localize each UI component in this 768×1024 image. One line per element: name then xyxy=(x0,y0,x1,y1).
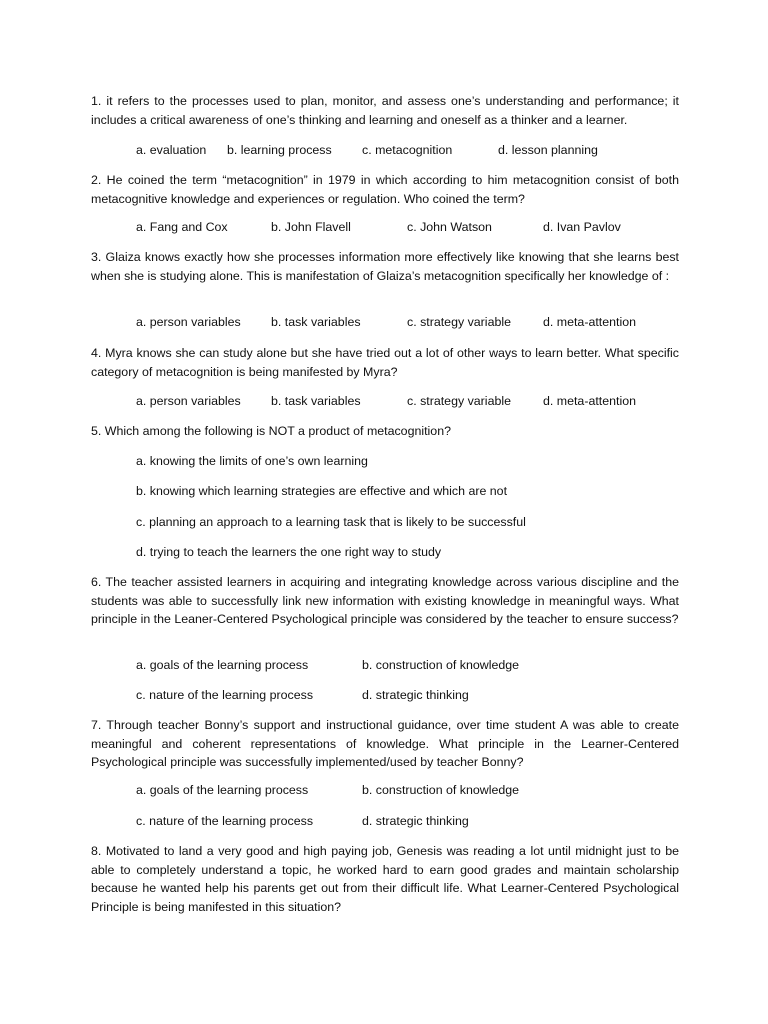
question-3: 3. Glaiza knows exactly how she processes information more effectively like knowing that she learns best when she is studying alone. This is manifestation of Glaiza’s metacognition specifically her knowledge of : xyxy=(91,250,679,283)
question-6: 6. The teacher assisted learners in acquiring and integrating knowledge across various discipline and the students was able to successfully link new information with existing knowledge in meaningful ways. What principle in the Leaner-Centered Psychological principle was considered by the teacher to ensure success? xyxy=(91,575,679,626)
q4-option-d: d. meta-attention xyxy=(543,394,636,408)
q5-option-a: a. knowing the limits of one’s own learning xyxy=(136,454,368,468)
question-7: 7. Through teacher Bonny’s support and instructional guidance, over time student A was able to create meaningful and coherent representations of knowledge. What principle in the Learner-Centered Psychological principle was successfully implemented/used by teacher Bonny? xyxy=(91,718,679,769)
q2-option-c: c. John Watson xyxy=(407,220,492,234)
q6-option-d: d. strategic thinking xyxy=(362,688,469,702)
q6-option-b: b. construction of knowledge xyxy=(362,658,520,672)
q1-option-c: c. metacognition xyxy=(362,143,453,157)
q2-option-b: b. John Flavell xyxy=(271,220,351,234)
q4-option-b: b. task variables xyxy=(271,394,361,408)
q7-option-a: a. goals of the learning process xyxy=(136,783,309,797)
q2-option-a: a. Fang and Cox xyxy=(136,220,228,234)
question-4: 4. Myra knows she can study alone but she have tried out a lot of other ways to learn better. What specific category of metacognition is being manifested by Myra? xyxy=(91,346,679,379)
q1-option-a: a. evaluation xyxy=(136,143,207,157)
q3-option-d: d. meta-attention xyxy=(543,315,636,329)
q6-option-c: c. nature of the learning process xyxy=(136,688,314,702)
q5-option-d: d. trying to teach the learners the one right way to study xyxy=(136,545,442,559)
q1-option-b: b. learning process xyxy=(227,143,332,157)
question-1: 1. it refers to the processes used to plan, monitor, and assess one’s understanding and performance; it includes a critical awareness of one’s thinking and learning and oneself as a thinker and a learner. xyxy=(91,94,679,127)
question-5: 5. Which among the following is NOT a product of metacognition? xyxy=(91,424,451,438)
q7-option-c: c. nature of the learning process xyxy=(136,814,314,828)
q2-option-d: d. Ivan Pavlov xyxy=(543,220,621,234)
q4-option-a: a. person variables xyxy=(136,394,241,408)
q5-option-c: c. planning an approach to a learning task that is likely to be successful xyxy=(136,515,526,529)
q6-option-a: a. goals of the learning process xyxy=(136,658,309,672)
q4-option-c: c. strategy variable xyxy=(407,394,511,408)
q3-option-a: a. person variables xyxy=(136,315,241,329)
q7-option-b: b. construction of knowledge xyxy=(362,783,520,797)
q3-option-c: c. strategy variable xyxy=(407,315,511,329)
question-8: 8. Motivated to land a very good and high paying job, Genesis was reading a lot until midnight just to be able to completely understand a topic, he worked hard to earn good grades and maintain scholarship because he wanted help his parents get out from their difficult life. What Learner-Centered Psychological Principle is being manifested in this situation? xyxy=(91,844,679,914)
q1-option-d: d. lesson planning xyxy=(498,143,598,157)
q7-option-d: d. strategic thinking xyxy=(362,814,469,828)
q3-option-b: b. task variables xyxy=(271,315,361,329)
q5-option-b: b. knowing which learning strategies are effective and which are not xyxy=(136,484,508,498)
question-2: 2. He coined the term “metacognition” in 1979 in which according to him metacognition consist of both metacognitive knowledge and experiences or regulation. Who coined the term? xyxy=(91,173,679,206)
